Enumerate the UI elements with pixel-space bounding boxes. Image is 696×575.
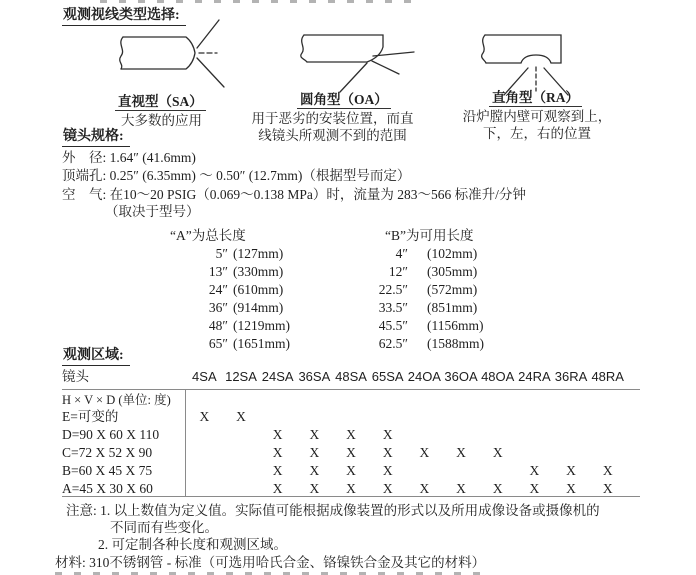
mark-cell: X: [272, 427, 283, 442]
sa-view-cone-upper: [197, 20, 219, 48]
spec-outer-diameter: 外 径: 1.64″ (41.6mm): [62, 150, 196, 165]
column-header: 48OA: [481, 369, 515, 384]
length-a-in: 48″: [208, 318, 228, 333]
oa-break-line: [301, 35, 307, 62]
caption-oa-line2: 线镜头所观测不到的范围: [258, 128, 407, 143]
mark-cell: [406, 463, 443, 478]
mark-cell: [186, 463, 223, 478]
column-header: 36OA: [444, 369, 478, 384]
mark-cell: [479, 409, 516, 424]
column-header: 48SA: [335, 369, 367, 384]
mark-cell: [516, 445, 553, 460]
spec-air-note: （取决于型号）: [105, 204, 200, 219]
length-b-mm: (1588mm): [427, 336, 484, 351]
oa-tube-outline: [304, 35, 383, 62]
mark-cell: [296, 409, 333, 424]
mark-cell: X: [492, 445, 503, 460]
mark-cell: [186, 427, 223, 442]
grid-row-marks: [186, 409, 626, 424]
grid-row-marks: [186, 481, 626, 496]
view-area-section-title: 观测区域:: [62, 348, 130, 366]
length-a-in: 13″: [208, 264, 228, 279]
grid-row-marks: [186, 463, 626, 478]
mark-cell: X: [346, 445, 356, 460]
mark-cell: [223, 445, 260, 460]
length-row: [0, 282, 696, 297]
sa-break-line: [120, 37, 123, 69]
mark-cell: [553, 427, 590, 442]
mark-cell: [589, 409, 626, 424]
mark-cell: X: [382, 481, 393, 496]
material-line: 材料: 310不锈钢管 - 标准（可选用哈氏合金、铬镍铁合金及其它的材料）: [55, 555, 486, 570]
model-column-headers: [186, 369, 626, 384]
grid-row-label: A=45 X 30 X 60: [62, 481, 153, 496]
lens-row-header: 镜头: [62, 369, 89, 384]
length-row: [0, 264, 696, 279]
length-a-in: 65″: [208, 336, 228, 351]
mark-cell: X: [236, 409, 246, 424]
sight-type-section-title: 观测视线类型选择:: [62, 8, 186, 26]
type-label-sa: 直视型（SA）: [115, 94, 206, 111]
type-label-ra: 直角型（RA）: [489, 90, 582, 107]
mark-cell: X: [382, 463, 393, 478]
mark-cell: [479, 463, 516, 478]
mark-cell: [516, 427, 553, 442]
caption-oa: [240, 110, 425, 144]
mark-cell: X: [419, 445, 430, 460]
mark-cell: X: [309, 463, 320, 478]
grid-row-marks: [186, 427, 626, 442]
column-header: 36SA: [298, 369, 331, 384]
note-line-1: 注意: 1. 以上数值为定义值。实际值可能根据成像装置的形式以及所用成像设备或摄像机的: [66, 503, 600, 518]
length-b-mm: (305mm): [427, 264, 478, 279]
grid-row-marks: [186, 445, 626, 460]
type-label-oa: 圆角型（OA）: [297, 92, 391, 109]
spec-tip-hole: 顶端孔: 0.25″ (6.35mm) ～ 0.50″ (12.7mm)（根据型号而定）: [62, 168, 411, 183]
length-b-in: 12″: [388, 264, 408, 279]
caption-ra-line2: 下，左，右的位置: [483, 126, 591, 141]
sa-view-cone-lower: [197, 58, 224, 87]
ra-break-line: [482, 35, 486, 63]
mark-cell: [406, 409, 443, 424]
length-a-mm: (330mm): [233, 264, 284, 279]
grid-row-label: B=60 X 45 X 75: [62, 463, 153, 478]
length-b-in: 22.5″: [378, 282, 408, 297]
length-b-in: 45.5″: [378, 318, 408, 333]
length-b-mm: (1156mm): [427, 318, 484, 333]
oa-view-cone-lower: [372, 61, 399, 74]
mark-cell: [589, 445, 626, 460]
mark-cell: X: [346, 463, 356, 478]
grid-row-label: C=72 X 52 X 90: [62, 445, 153, 460]
caption-oa-line1: 用于恶劣的安装位置，而直: [251, 111, 414, 126]
column-header: 48RA: [591, 369, 624, 384]
mark-cell: [443, 409, 480, 424]
column-header: 12SA: [225, 369, 257, 384]
spec-air: 空 气: 在10～20 PSIG（0.069～0.138 MPa）时，流量为 283～566 标准升/分钟: [62, 187, 526, 202]
mark-cell: [223, 463, 260, 478]
caption-sa: 大多数的应用: [121, 113, 202, 128]
mark-cell: [589, 427, 626, 442]
mark-cell: [553, 445, 590, 460]
length-a-mm: (1219mm): [233, 318, 290, 333]
column-header: 24SA: [261, 369, 294, 384]
length-a-mm: (1651mm): [233, 336, 290, 351]
note-line-3: 2. 可定制各种长度和观测区域。: [98, 537, 287, 552]
length-row: [0, 246, 696, 261]
mark-cell: X: [456, 481, 466, 496]
mark-cell: X: [309, 427, 320, 442]
mark-cell: X: [456, 445, 466, 460]
mark-cell: X: [419, 481, 430, 496]
mark-cell: [186, 445, 223, 460]
length-b-in: 62.5″: [378, 336, 408, 351]
mark-cell: X: [529, 463, 540, 478]
mark-cell: X: [382, 445, 393, 460]
mark-cell: X: [199, 409, 210, 424]
mark-cell: [479, 427, 516, 442]
length-a-in: 24″: [208, 282, 228, 297]
mark-cell: X: [566, 463, 576, 478]
offset-view-diagram: [292, 28, 420, 96]
clipped-text-top: [100, 0, 420, 3]
mark-cell: X: [346, 427, 356, 442]
mark-cell: X: [529, 481, 540, 496]
ra-tube-outline: [485, 35, 561, 63]
length-row: [0, 300, 696, 315]
table-bottom-rule: [62, 496, 640, 497]
oa-leader-line: [340, 63, 367, 92]
length-a-mm: (610mm): [233, 282, 284, 297]
unit-row-label: H × V × D (单位: 度): [62, 393, 171, 407]
mark-cell: [223, 427, 260, 442]
length-b-mm: (851mm): [427, 300, 478, 315]
length-a-mm: (914mm): [233, 300, 284, 315]
grid-row-label: D=90 X 60 X 110: [62, 427, 160, 442]
mark-cell: X: [346, 481, 356, 496]
mark-cell: X: [309, 481, 320, 496]
mark-cell: X: [272, 445, 283, 460]
length-b-mm: (572mm): [427, 282, 478, 297]
mark-cell: [259, 409, 296, 424]
length-b-in: 4″: [395, 246, 408, 261]
mark-cell: [369, 409, 406, 424]
specs-section-title: 镜头规格:: [62, 129, 130, 147]
length-a-in: 36″: [208, 300, 228, 315]
column-header: 4SA: [192, 369, 217, 384]
mark-cell: X: [602, 481, 613, 496]
mark-cell: [516, 409, 553, 424]
mark-cell: X: [272, 463, 283, 478]
column-header: 36RA: [554, 369, 588, 384]
table-header-rule: [62, 389, 640, 390]
straight-view-diagram: [110, 14, 228, 92]
mark-cell: X: [309, 445, 320, 460]
note-line-2: 不同而有些变化。: [110, 520, 218, 535]
mark-cell: X: [602, 463, 613, 478]
mark-cell: X: [272, 481, 283, 496]
length-b-in: 33.5″: [378, 300, 408, 315]
mark-cell: [223, 481, 260, 496]
mark-cell: X: [382, 427, 393, 442]
length-col-a-header: “A”为总长度: [170, 228, 246, 243]
length-a-mm: (127mm): [233, 246, 284, 261]
sa-tube-outline: [121, 37, 195, 69]
mark-cell: [186, 481, 223, 496]
mark-cell: [333, 409, 370, 424]
mark-cell: [443, 427, 480, 442]
caption-ra-line1: 沿炉膛内壁可观察到上，: [462, 109, 612, 124]
column-header: 24RA: [518, 369, 551, 384]
length-a-in: 5″: [215, 246, 228, 261]
length-row: [0, 318, 696, 333]
column-header: 24OA: [407, 369, 441, 384]
mark-cell: X: [566, 481, 576, 496]
length-col-b-header: “B”为可用长度: [385, 228, 474, 243]
column-header: 65SA: [371, 369, 404, 384]
mark-cell: [443, 463, 480, 478]
mark-cell: [553, 409, 590, 424]
caption-ra: [452, 108, 622, 142]
mark-cell: X: [492, 481, 503, 496]
length-b-mm: (102mm): [427, 246, 478, 261]
mark-cell: [406, 427, 443, 442]
grid-row-label: E=可变的: [62, 409, 119, 424]
